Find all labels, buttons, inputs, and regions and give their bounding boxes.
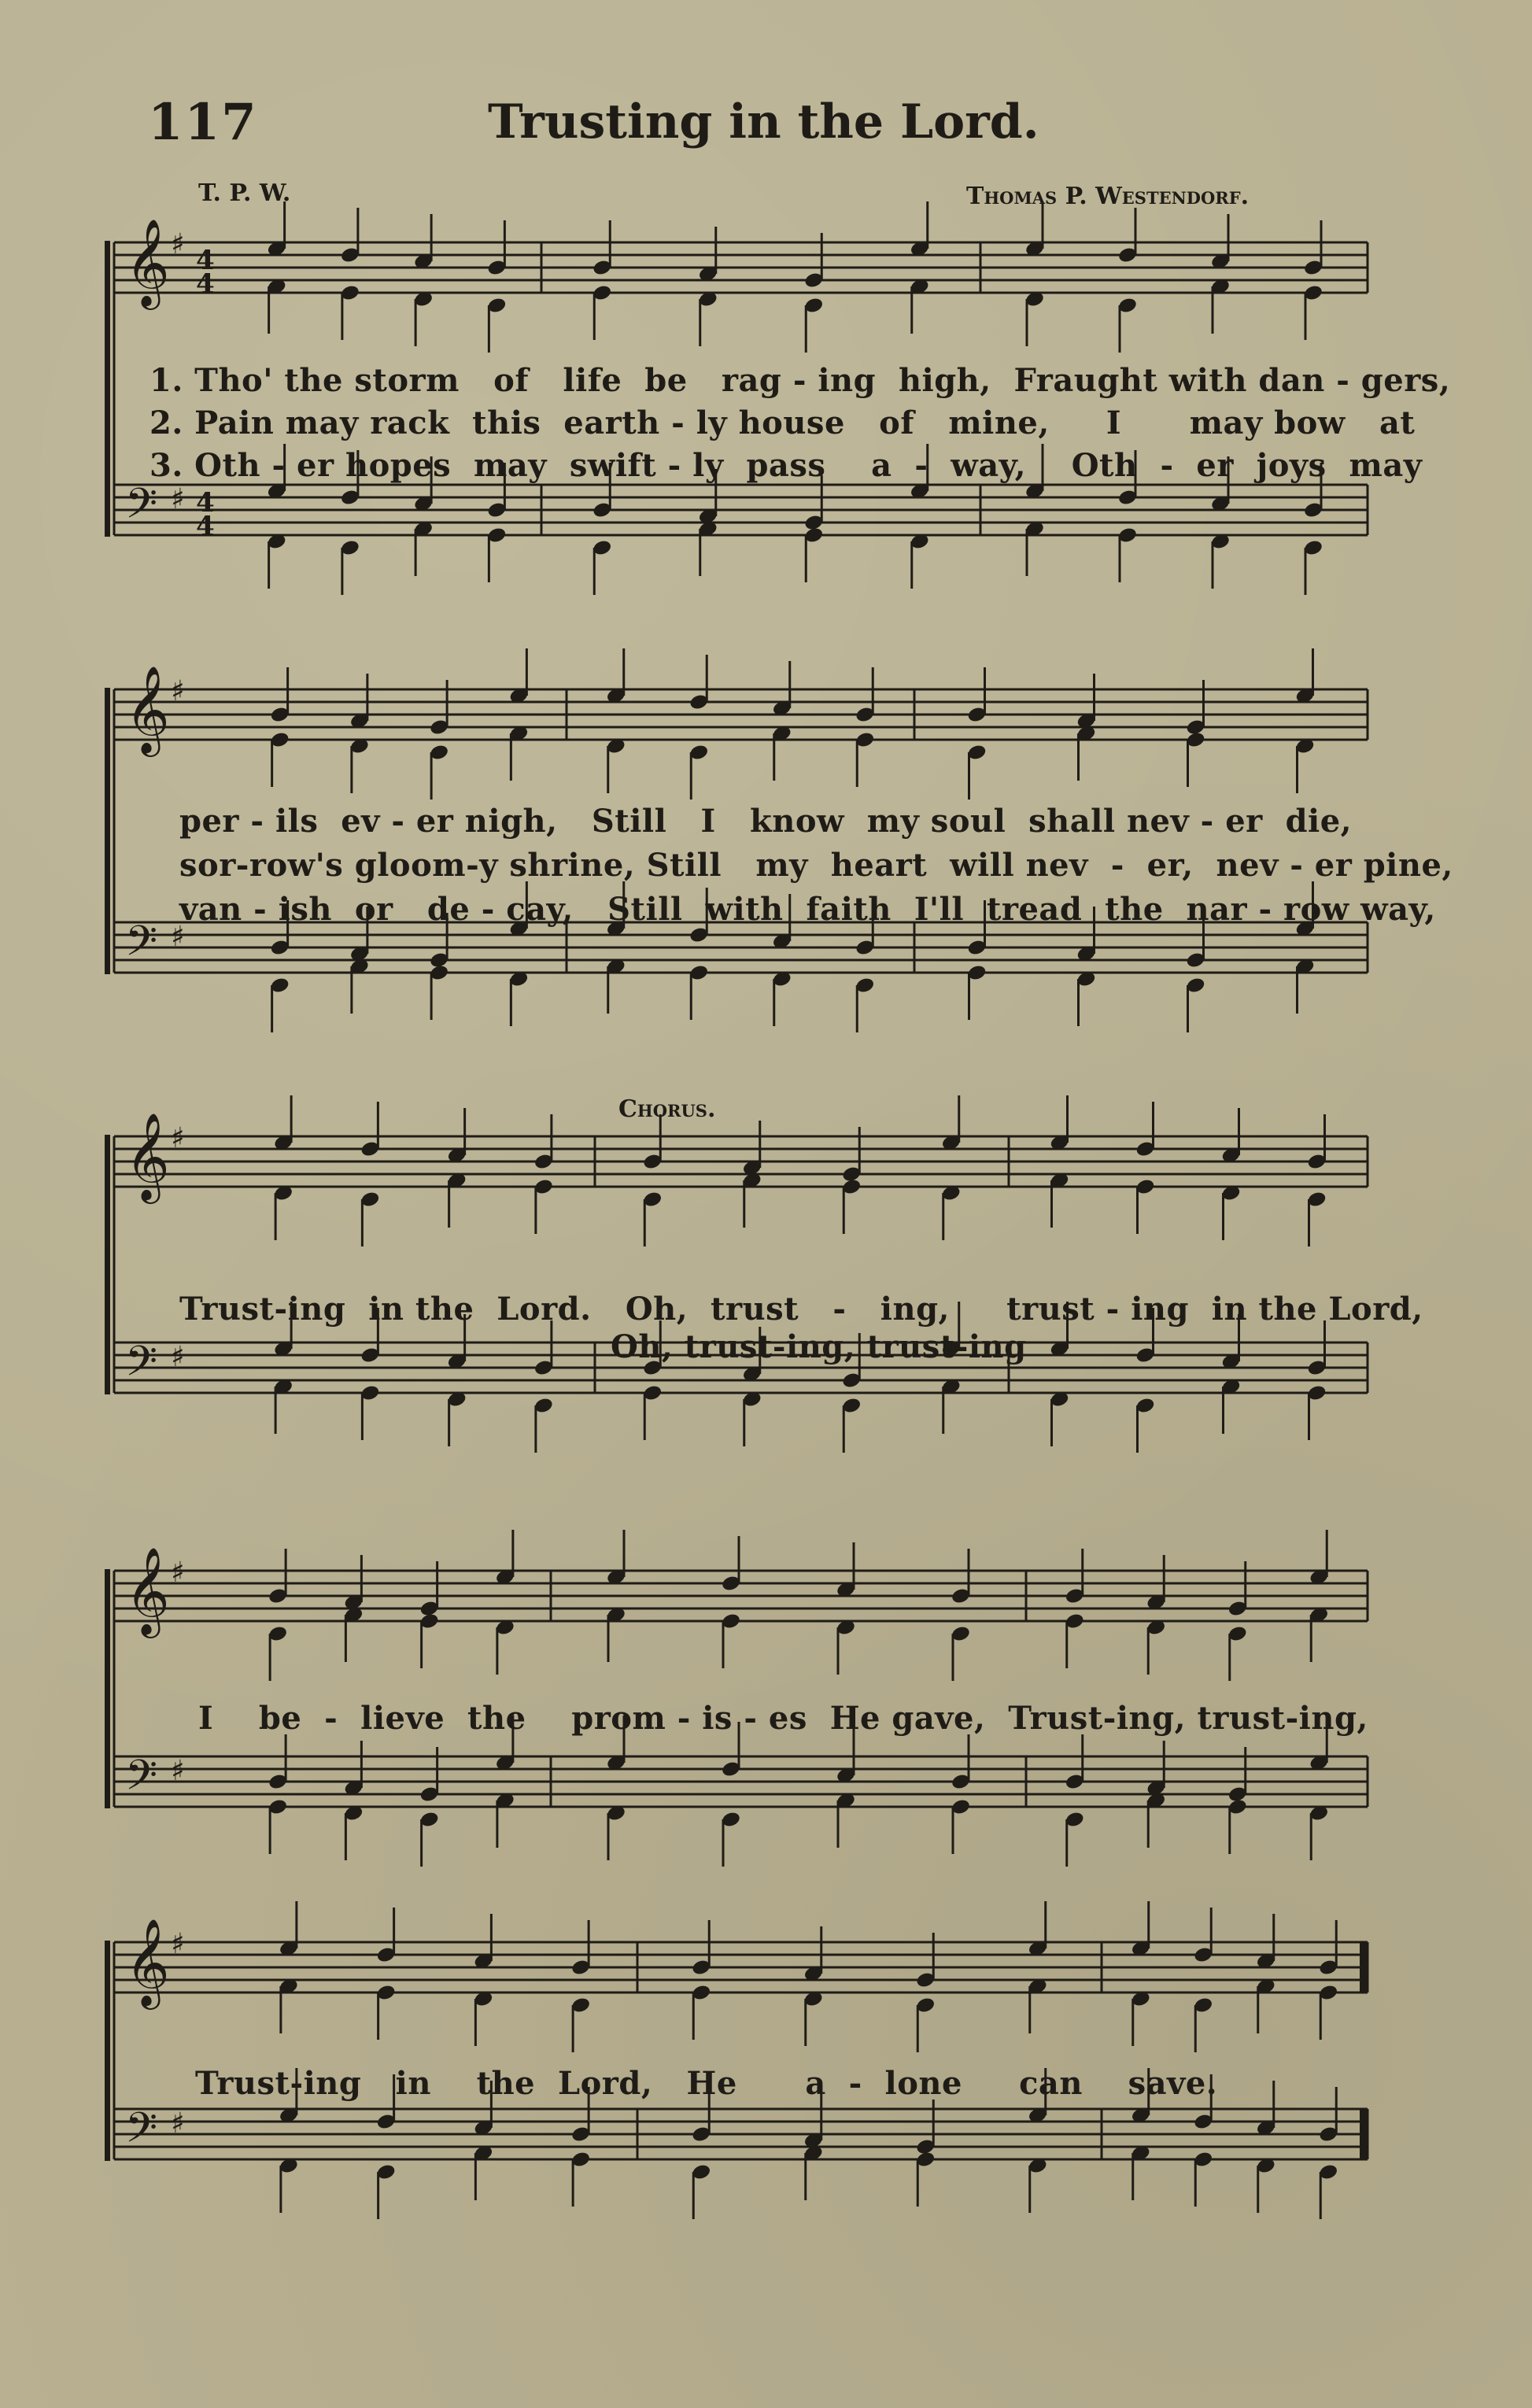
treble-clef-icon: 𝄞 xyxy=(125,665,170,753)
lyric-verse2-line1: 2. Pain may rack this earth - ly house of mine, I may bow at xyxy=(150,404,1416,441)
bass-clef-icon: 𝄢 xyxy=(125,2104,158,2162)
lyric-verse3-line1: 3. Oth - er hopes may swift - ly pass a - way, Oth - er joys may xyxy=(150,447,1423,484)
lyric-verse1-line1: 1. Tho' the storm of life be rag - ing high, Fraught with dan - gers, xyxy=(150,362,1451,399)
treble-clef-icon: 𝄞 xyxy=(125,218,170,306)
composer-credit: Thomas P. Westendorf. xyxy=(966,183,1250,210)
final-barline xyxy=(1360,1942,1368,1993)
sharp-icon: ♯ xyxy=(171,921,185,953)
sharp-icon: ♯ xyxy=(171,228,185,260)
time-signature-denominator: 4 xyxy=(196,268,215,300)
system-bracket xyxy=(105,1135,110,1394)
system-bracket xyxy=(105,241,110,537)
lyric-chorus-line2: I be - lieve the prom - is - es He gave, Trust-ing, trust-ing, xyxy=(198,1700,1368,1737)
sharp-icon: ♯ xyxy=(171,1755,185,1787)
lyric-chorus-line3: Trust-ing in the Lord, He a - lone can save. xyxy=(195,2065,1218,2102)
time-signature-denominator: 4 xyxy=(196,511,215,542)
time-signature-numerator: 4 xyxy=(196,245,215,276)
bass-clef-icon: 𝄢 xyxy=(125,1338,158,1396)
sharp-icon: ♯ xyxy=(171,1122,185,1154)
system-bracket xyxy=(105,1941,110,2161)
lyricist-credit: T. P. W. xyxy=(198,179,291,207)
lyric-chorus-line1-alto: Oh, trust-ing, trust-ing xyxy=(611,1328,1027,1365)
treble-clef-icon: 𝄞 xyxy=(125,1546,170,1634)
lyric-verse2-line2: sor-row's gloom-y shrine, Still my heart will nev - er, nev - er pine, xyxy=(179,847,1453,884)
bass-clef-icon: 𝄢 xyxy=(125,1752,158,1810)
sharp-icon: ♯ xyxy=(171,1928,185,1960)
bass-clef-icon: 𝄢 xyxy=(125,918,158,976)
lyric-chorus-line1: Trust-ing in the Lord. Oh, trust - ing, trust - ing in the Lord, xyxy=(179,1291,1423,1328)
bass-clef-icon: 𝄢 xyxy=(125,480,158,538)
lyric-verse3-line2: van - ish or de - cay, Still with faith I'll tread the nar - row way, xyxy=(179,891,1436,928)
time-signature-numerator: 4 xyxy=(196,487,215,519)
treble-clef-icon: 𝄞 xyxy=(125,1918,170,2006)
lyric-verse1-line2: per - ils ev - er nigh, Still I know my soul shall nev - er die, xyxy=(179,803,1353,840)
system-bracket xyxy=(105,688,110,974)
final-barline xyxy=(1360,2109,1368,2159)
hymn-title: Trusting in the Lord. xyxy=(488,94,1039,150)
system-bracket xyxy=(105,1569,110,1808)
sharp-icon: ♯ xyxy=(171,1557,185,1589)
hymn-number: 117 xyxy=(148,93,258,152)
sharp-icon: ♯ xyxy=(171,1341,185,1373)
sharp-icon: ♯ xyxy=(171,483,185,515)
sharp-icon: ♯ xyxy=(171,675,185,707)
treble-clef-icon: 𝄞 xyxy=(125,1112,170,1200)
chorus-label: Chorus. xyxy=(618,1095,716,1123)
sharp-icon: ♯ xyxy=(171,2107,185,2140)
